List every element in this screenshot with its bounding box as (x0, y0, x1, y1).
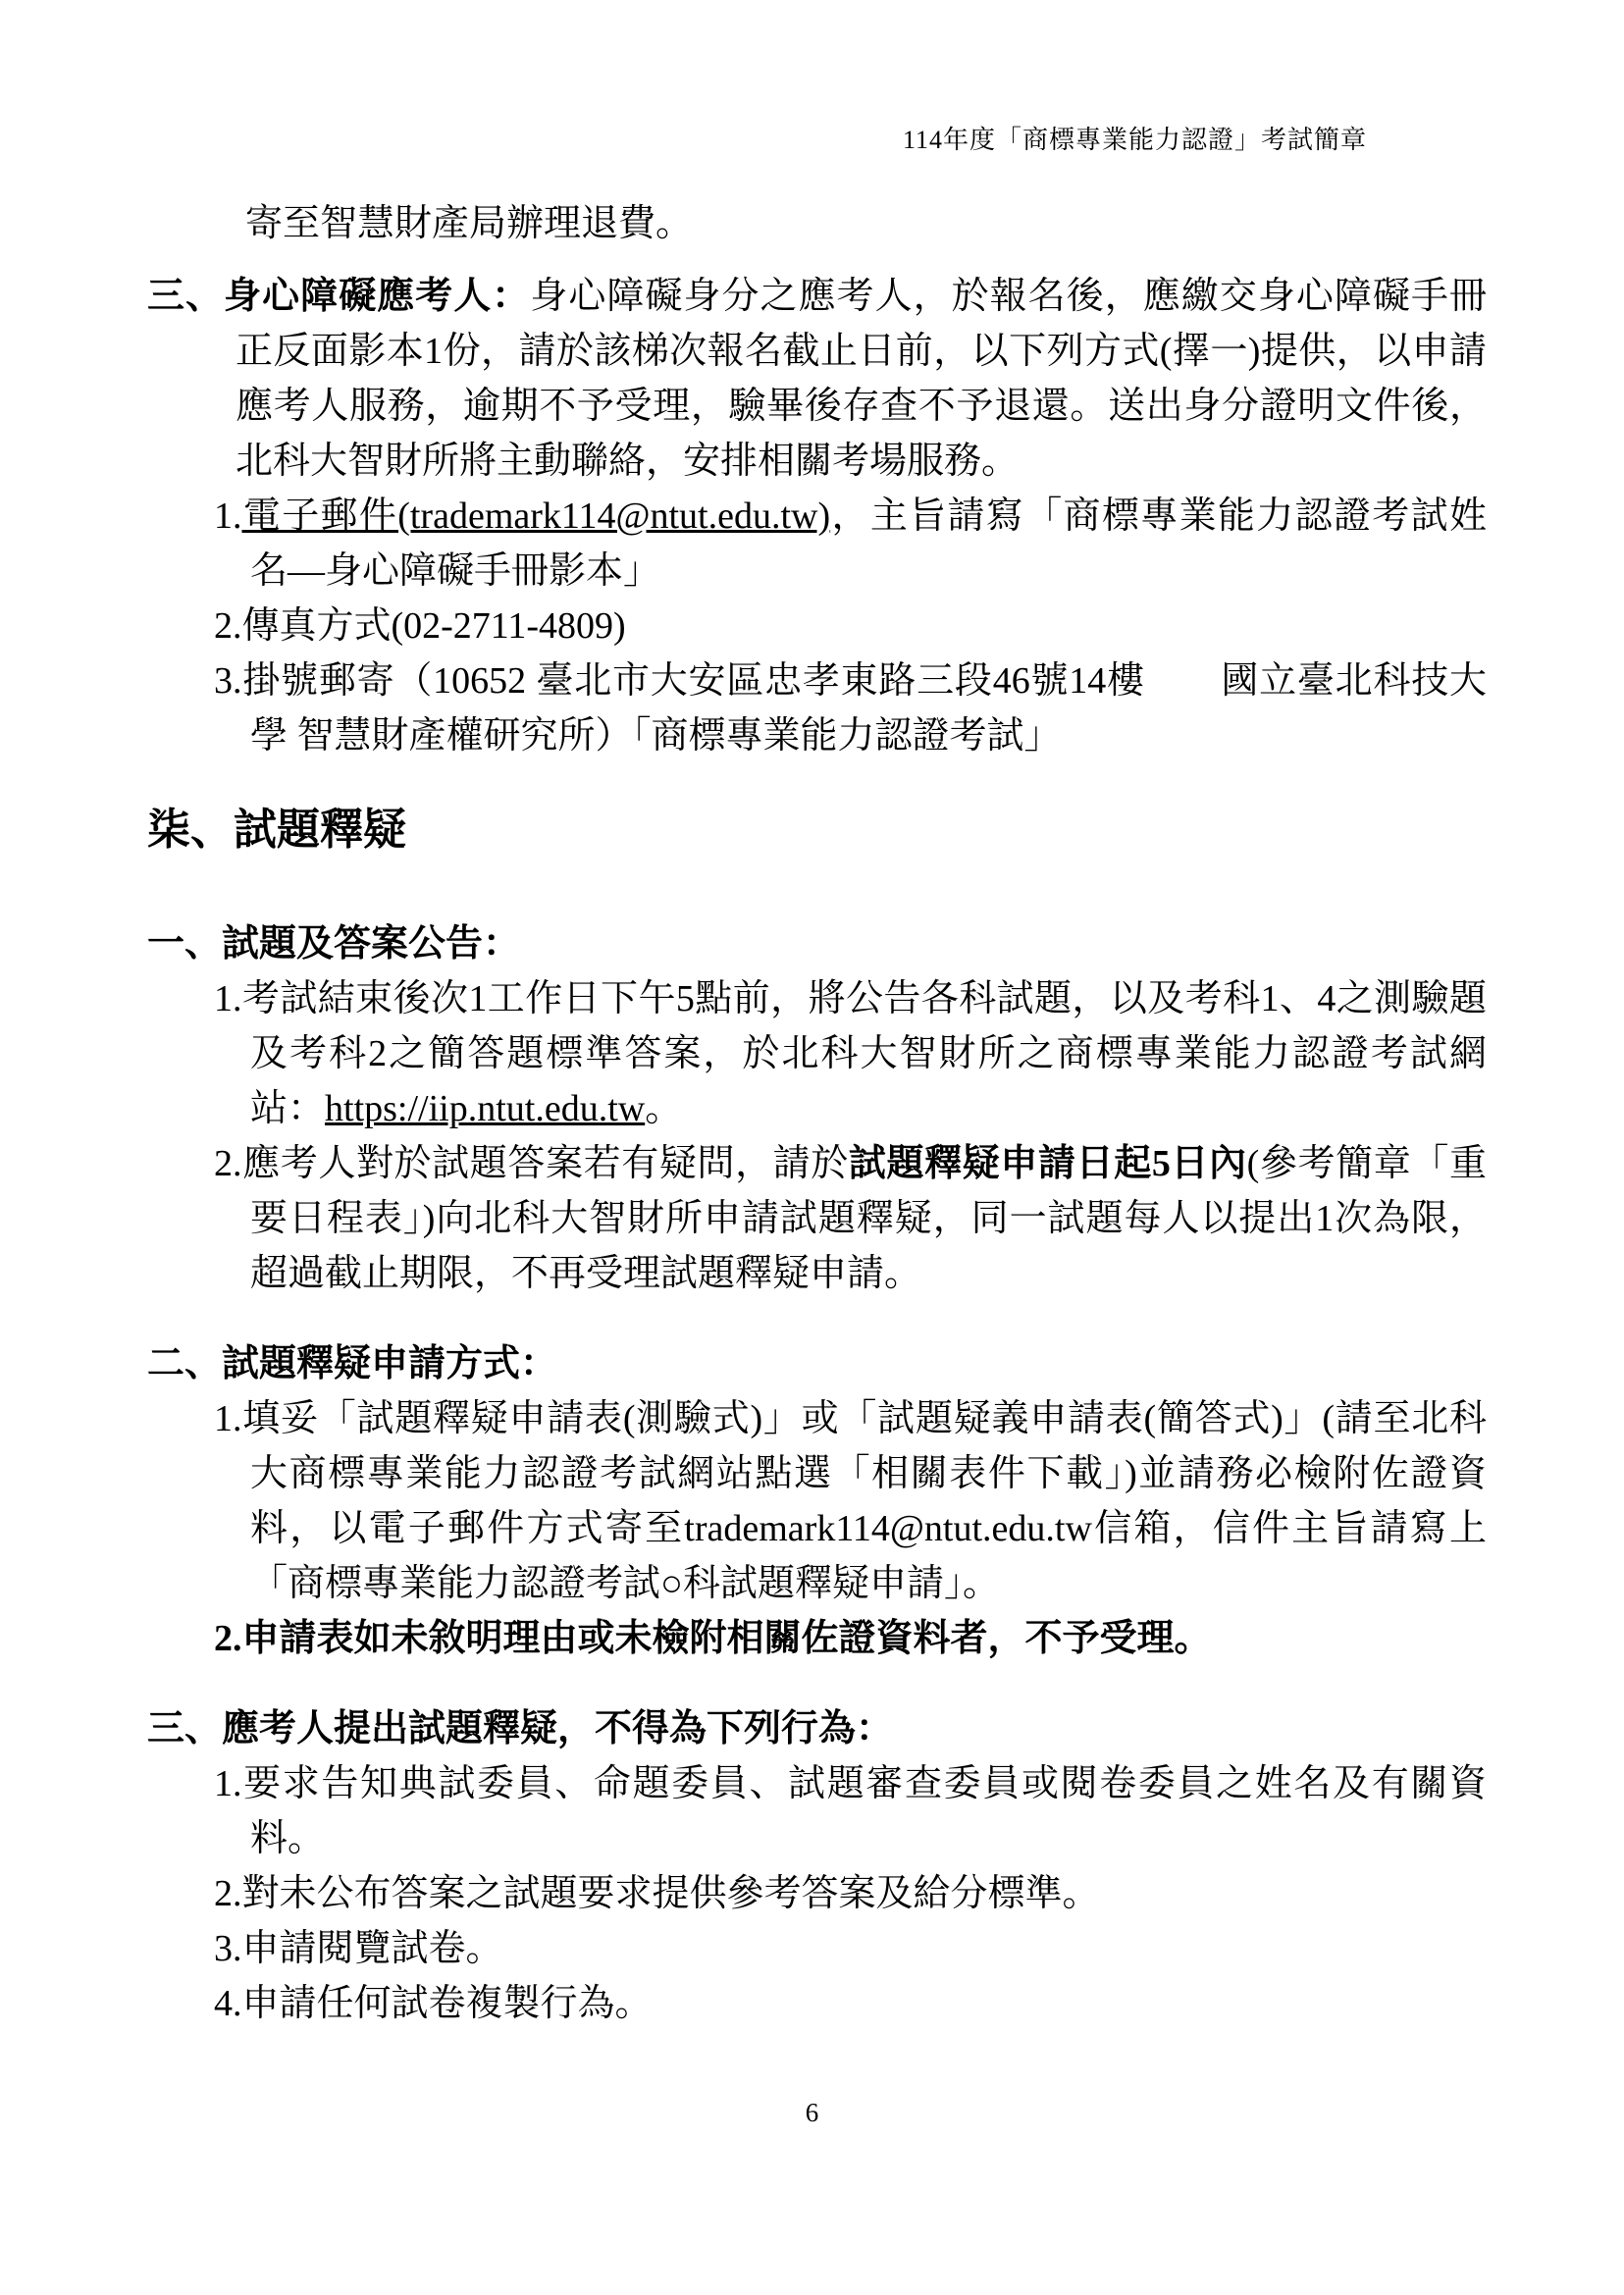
text-segment: 1.要求告知典試委員、命題委員、試題審查委員或閱卷委員之姓名及有關資料。 (214, 1763, 1487, 1859)
text-segment: 2.傳真方式(02-2711-4809) (214, 605, 626, 647)
chapter-question-clarification (147, 799, 1487, 861)
text-segment: 寄至智慧財產局辦理退費。 (245, 203, 694, 244)
text-segment: 試題釋疑申請日起5日內 (848, 1143, 1247, 1184)
page-number: 6 (805, 2098, 819, 2127)
item-clarification-deadline (147, 1136, 1487, 1301)
subsection-prohibited-acts (147, 1701, 1487, 1756)
subsection-answer-announcement (147, 916, 1487, 971)
item-email (147, 489, 1487, 599)
text-segment: 三、身心障礙應考人： (147, 276, 531, 317)
text-segment: 三、應考人提出試題釋疑，不得為下列行為： (147, 1708, 894, 1749)
item-prohibited-1 (147, 1756, 1487, 1866)
item-prohibited-3 (147, 1921, 1487, 1976)
item-application-form (147, 1391, 1487, 1611)
text-segment: 2.申請表如未敘明理由或未檢附相關佐證資料者，不予受理。 (214, 1618, 1212, 1659)
text-segment: 1. (214, 496, 242, 537)
section-disabled-examinees (147, 269, 1487, 489)
email-link[interactable]: 電子郵件(trademark114@ntut.edu.tw) (241, 496, 831, 537)
item-fax (147, 599, 1487, 653)
text-segment: 2.對未公布答案之試題要求提供參考答案及給分標準。 (214, 1873, 1100, 1914)
text-segment: (參考簡章「重要日程表」)向北科大智財所申請試題釋疑，同一試題每人以提出1次為限，超過截止期限，不再受理試題釋疑申請。 (250, 1143, 1487, 1294)
item-prohibited-2 (147, 1866, 1487, 1921)
text-segment: 1.考試結束後次1工作日下午5點前，將公告各科試題，以及考科1、4之測驗題及考科2之簡答題標準答案，於北科大智財所之商標專業能力認證考試網站： (214, 978, 1487, 1129)
refund-note (147, 196, 1487, 251)
text-segment: 一、試題及答案公告： (147, 923, 521, 965)
page-header-title: 114年度「商標專業能力認證」考試簡章 (902, 126, 1367, 154)
website-link[interactable]: https://iip.ntut.edu.tw (325, 1088, 646, 1129)
text-segment: 4.申請任何試卷複製行為。 (214, 1983, 653, 2024)
text-segment: 身心障礙身分之應考人，於報名後，應繳交身心障礙手冊正反面影本1份，請於該梯次報名截止日前，以下列方式(擇一)提供，以申請應考人服務，逾期不予受理，驗畢後存查不予退還。送出身分證明文件後，北科大智財所將主動聯絡，安排相關考場服務。 (236, 276, 1487, 482)
text-segment: 3.掛號郵寄（10652 臺北市大安區忠孝東路三段46號14樓 國立臺北科技大學 智慧財產權研究所）「商標專業能力認證考試」 (214, 660, 1487, 756)
text-segment: 3.申請閱覽試卷。 (214, 1928, 503, 1969)
text-segment: 2.應考人對於試題答案若有疑問，請於 (214, 1143, 849, 1184)
item-prohibited-4 (147, 1976, 1487, 2031)
item-registered-mail (147, 653, 1487, 763)
text-segment: 二、試題釋疑申請方式： (147, 1343, 558, 1384)
text-segment: 。 (645, 1088, 683, 1129)
text-segment: 1.填妥「試題釋疑申請表(測驗式)」或「試題疑義申請表(簡答式)」(請至北科大商標專業能力認證考試網站點選「相關表件下載」)並請務必檢附佐證資料，以電子郵件方式寄至trademark114@ntut.edu.tw信箱，信件主旨請寫上「商標專業能力認證考試○科試題釋疑申請」。 (214, 1398, 1487, 1604)
subsection-application-method (147, 1336, 1487, 1391)
document-body (147, 196, 1487, 2031)
text-segment: ，主旨請寫「商標專業能力認證考試姓名—身心障礙手冊影本」 (250, 496, 1487, 592)
item-announcement-schedule (147, 971, 1487, 1136)
text-segment: 柒、試題釋疑 (147, 806, 406, 854)
item-application-rejection (147, 1611, 1487, 1666)
